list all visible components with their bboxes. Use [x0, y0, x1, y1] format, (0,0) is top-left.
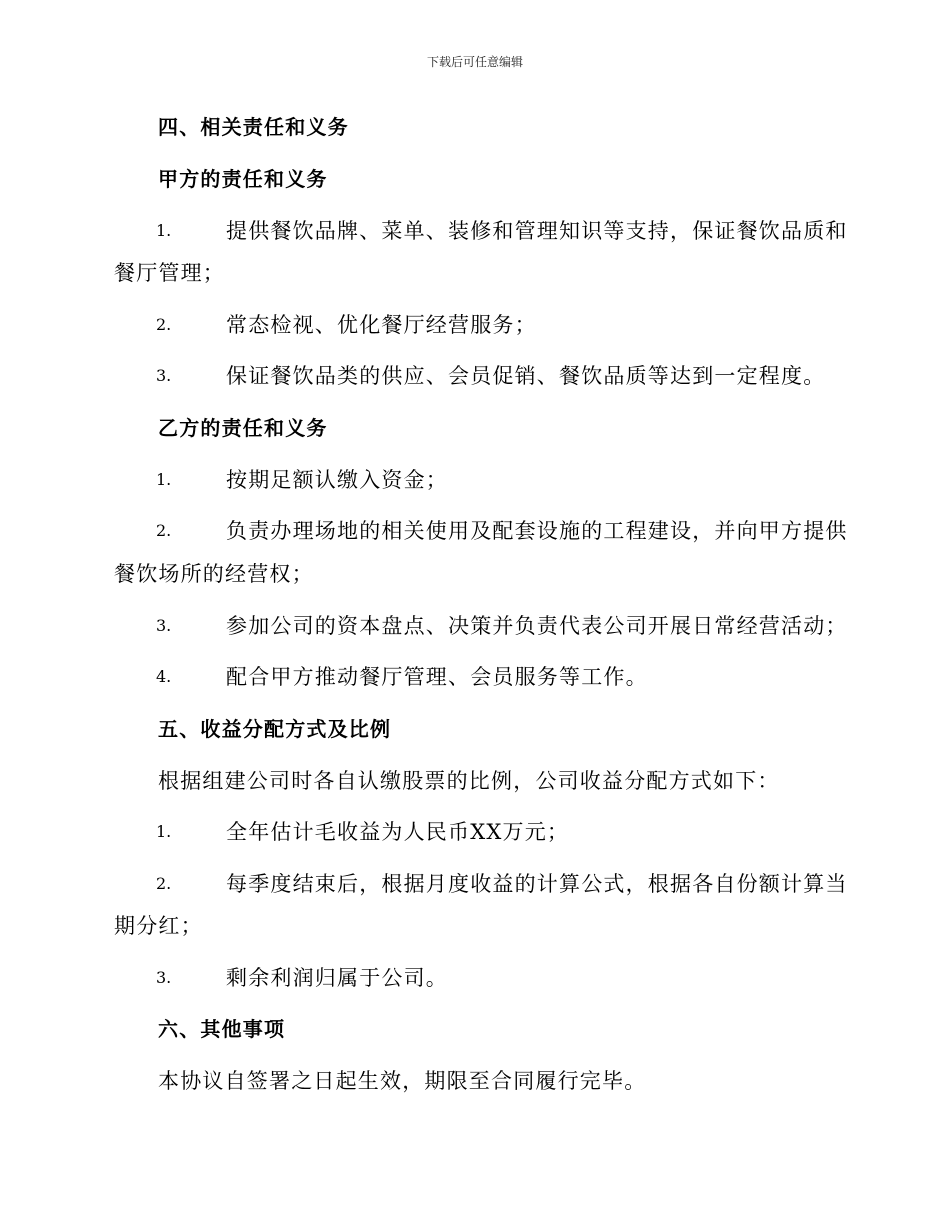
- party-b-item-2-number: 2.: [156, 521, 172, 540]
- party-a-item-1-continuation: 餐厅管理；: [114, 261, 225, 285]
- section-5-item-2-text: 每季度结束后，根据月度收益的计算公式，根据各自份额计算当: [226, 872, 848, 896]
- party-a-item-3-number: 3.: [156, 366, 172, 385]
- section-5-item-2-number: 2.: [156, 874, 172, 893]
- party-a-item-2-text: 常态检视、优化餐厅经营服务；: [226, 313, 537, 337]
- page-header: 下载后可任意编辑: [426, 55, 523, 69]
- section-5-title: 五、收益分配方式及比例: [158, 717, 392, 741]
- party-b-item-2-continuation: 餐饮场所的经营权；: [114, 562, 314, 586]
- party-a-item-1-text: 提供餐饮品牌、菜单、装修和管理知识等支持，保证餐饮品质和: [226, 219, 848, 243]
- party-b-item-1-number: 1.: [156, 470, 172, 489]
- party-a-item-3-text: 保证餐饮品类的供应、会员促销、餐饮品质等达到一定程度。: [226, 364, 826, 388]
- section-5-item-1-text: 全年估计毛收益为人民币XX万元；: [226, 820, 570, 844]
- party-b-item-2-text: 负责办理场地的相关使用及配套设施的工程建设，并向甲方提供: [226, 519, 848, 543]
- party-b-item-3-number: 3.: [156, 616, 172, 635]
- section-6-title: 六、其他事项: [158, 1017, 286, 1041]
- party-b-item-1-text: 按期足额认缴入资金；: [226, 468, 448, 492]
- section-5-item-1-number: 1.: [156, 822, 172, 841]
- section-5-item-3-text: 剩余利润归属于公司。: [226, 966, 448, 990]
- section-4-title: 四、相关责任和义务: [158, 115, 349, 139]
- party-b-title: 乙方的责任和义务: [158, 416, 328, 440]
- section-5-intro: 根据组建公司时各自认缴股票的比例，公司收益分配方式如下：: [158, 769, 780, 793]
- section-6-text: 本协议自签署之日起生效，期限至合同履行完毕。: [158, 1069, 647, 1093]
- party-b-item-3-text: 参加公司的资本盘点、决策并负责代表公司开展日常经营活动；: [226, 614, 848, 638]
- party-a-item-2-number: 2.: [156, 315, 172, 334]
- section-5-item-3-number: 3.: [156, 968, 172, 987]
- party-b-item-4-number: 4.: [156, 667, 172, 686]
- party-a-title: 甲方的责任和义务: [158, 167, 328, 191]
- party-b-item-4-text: 配合甲方推动餐厅管理、会员服务等工作。: [226, 665, 648, 689]
- party-a-item-1-number: 1.: [156, 221, 172, 240]
- section-5-item-2-continuation: 期分红；: [114, 914, 203, 938]
